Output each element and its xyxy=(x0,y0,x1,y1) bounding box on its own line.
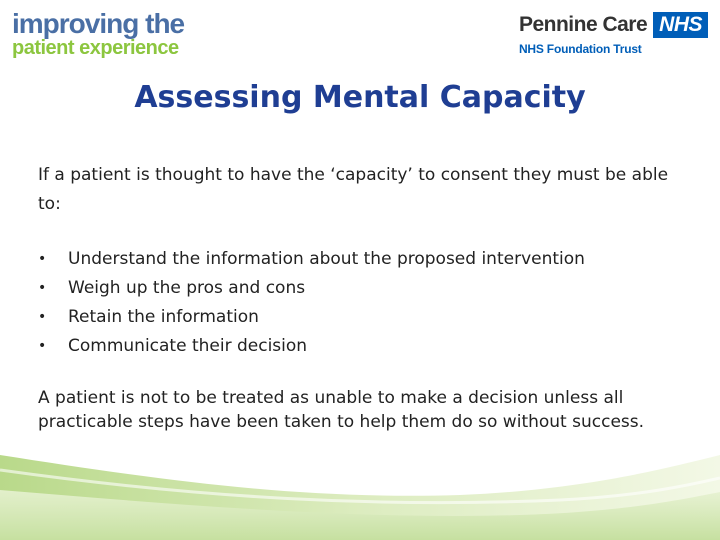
bullet-text: Retain the information xyxy=(68,307,259,327)
pennine-row xyxy=(519,12,708,38)
list-item xyxy=(38,303,688,332)
slide-body xyxy=(38,161,688,434)
brand-logo-left xyxy=(12,10,184,58)
list-item xyxy=(38,245,688,274)
bullet-dot-icon: • xyxy=(38,251,47,267)
brand-left-line1: improving the xyxy=(12,8,185,39)
intro-text: If a patient is thought to have the ‘capacity’ to consent they must be able to: xyxy=(38,165,669,214)
trust-subtitle: NHS Foundation Trust xyxy=(518,42,642,56)
bullet-dot-icon: • xyxy=(38,309,47,325)
bullet-dot-icon: • xyxy=(38,280,47,296)
bullet-dot-icon: • xyxy=(38,338,47,354)
trust-name: Pennine Care xyxy=(518,13,648,36)
list-item xyxy=(38,274,688,303)
bullet-text: Understand the information about the proposed intervention xyxy=(68,249,585,269)
bullet-list xyxy=(38,245,688,361)
brand-left-line2: patient experience xyxy=(12,37,179,59)
outro-text: A patient is not to be treated as unable to make a decision unless all practicable steps have been taken to help them do so without success. xyxy=(38,388,645,432)
slide-title: Assessing Mental Capacity xyxy=(134,80,586,115)
list-item xyxy=(38,332,688,361)
bullet-text: Weigh up the pros and cons xyxy=(68,278,306,298)
brand-logo-right xyxy=(519,12,708,56)
bullet-text: Communicate their decision xyxy=(68,336,308,356)
nhs-logo-icon: NHS xyxy=(653,12,708,38)
